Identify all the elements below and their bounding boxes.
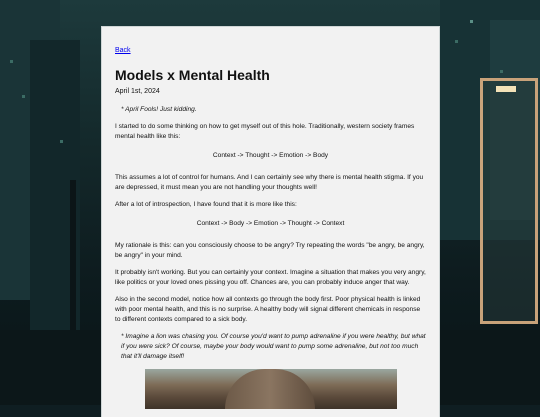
phone-booth-light [496, 86, 516, 92]
window-light [470, 20, 473, 23]
window-light [500, 70, 503, 73]
post-paragraph: Also in the second model, notice how all contexts go through the body first. Poor physical health is linked with poor mental health, and this is no surprise. A healthy body will signal different chemicals in response to different contexts compared to a sick body. [115, 296, 421, 323]
window-light [22, 95, 25, 98]
april-fools-note-text: * April Fools! Just kidding. [121, 106, 197, 113]
window-light [60, 140, 63, 143]
model-one-formula: Context -> Thought -> Emotion -> Body [212, 152, 329, 159]
post-paragraph: This assumes a lot of control for humans. And I can certainly see why there is mental health stigma. If you are depressed, it must mean you are not handling your thoughts well! [115, 174, 424, 191]
window-light [455, 40, 458, 43]
model-two-formula: Context -> Body -> Emotion -> Thought -> Context [196, 220, 345, 227]
blog-post-card [102, 27, 439, 417]
post-title: Models x Mental Health [115, 67, 270, 83]
window-light [10, 60, 13, 63]
post-paragraph: I started to do some thinking on how to get myself out of this hole. Traditionally, western society frames mental health like this: [115, 123, 415, 140]
post-date: April 1st, 2024 [115, 88, 160, 95]
post-paragraph: After a lot of introspection, I have found that it is more like this: [115, 201, 297, 208]
post-paragraph: My rationale is this: can you consciously choose to be angry? Try repeating the words "be angry, be angry, be angry" in your mind. [115, 242, 425, 259]
post-image [145, 369, 397, 409]
lion-note-text: * Imagine a lion was chasing you. Of course you'd want to pump adrenaline if you were healthy, but what if you were sick? Of course, maybe your body would want to pump some adrenaline, but not too much that it'll damage itself! [121, 333, 426, 360]
post-image-rock [225, 369, 315, 409]
post-paragraph: It probably isn't working. But you can certainly your context. Imagine a situation that makes you very angry, like politics or your loved ones pissing you off. Chances are, you can probably induce anger that way. [115, 269, 426, 286]
back-link[interactable]: Back [115, 47, 131, 54]
april-fools-note [115, 105, 426, 115]
lion-note [115, 332, 426, 362]
phone-booth [480, 78, 538, 324]
